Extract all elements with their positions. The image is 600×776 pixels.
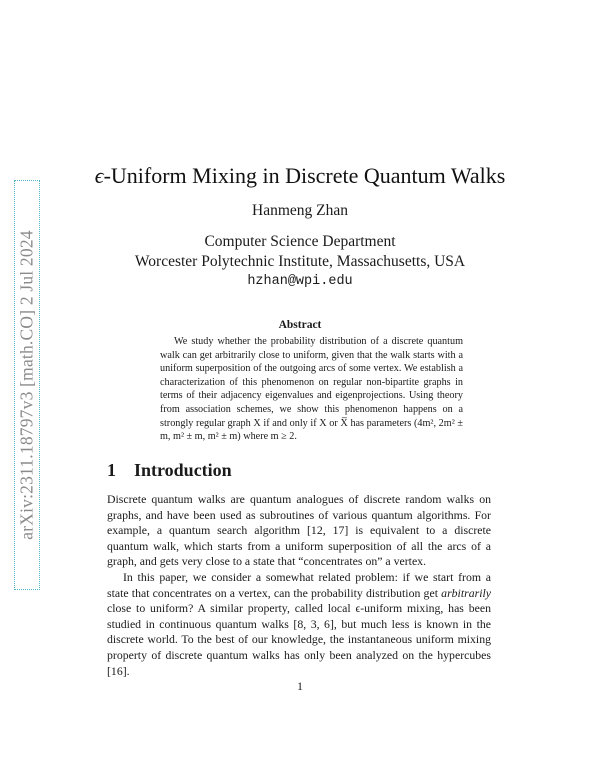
abstract-body: We study whether the probability distribution of a discrete quantum walk can get arbitrarily close to uniform, given that the walk starts with a uniform superposition of the outgoing arcs of some vertex. We establish a characterization of this phenomenon on regular non-bipartite graphs in terms of their adjacency eigenvalues and eigenprojections. Using theory from association schemes, we show this phenomenon happens on a strongly regular graph X if and only if X or X̅ has parameters (4m², 2m² ± m, m² ± m, m² ± m) where m ≥ 2. bbox=[160, 336, 463, 443]
body-text bbox=[107, 492, 491, 679]
page-number: 1 bbox=[297, 679, 303, 693]
section-number: 1 bbox=[107, 460, 116, 480]
section-heading bbox=[107, 460, 232, 481]
paper-title bbox=[0, 163, 600, 189]
affiliation bbox=[0, 232, 600, 292]
email: hzhan@wpi.edu bbox=[247, 274, 353, 289]
title-text: -Uniform Mixing in Discrete Quantum Walks bbox=[103, 163, 506, 188]
section-title: Introduction bbox=[134, 460, 232, 480]
paragraph-2 bbox=[107, 570, 491, 679]
paragraph-2-start: In this paper, we consider a somewhat related problem: if we start from a state that concentrates on a vertex, can the probability distribution get bbox=[107, 569, 491, 600]
title-epsilon: ϵ bbox=[94, 163, 104, 188]
department: Computer Science Department bbox=[204, 233, 396, 250]
abstract-heading: Abstract bbox=[278, 319, 322, 331]
arxiv-id-label: arXiv:2311.18797v3 [math.CO] 2 Jul 2024 bbox=[16, 230, 37, 540]
paragraph-2-emphasis: arbitrarily bbox=[441, 585, 491, 600]
paragraph-1: Discrete quantum walks are quantum analogues of discrete random walks on graphs, and have been used as subroutines of various quantum algorithms. For example, a quantum search algorithm [12, 17] is equivalent to a discrete quantum walk, which starts from a uniform superposition of all the arcs of a graph, and gets very close to a state that “concentrates on” a vertex. bbox=[107, 492, 491, 569]
author-name: Hanmeng Zhan bbox=[252, 202, 348, 219]
paragraph-2-end: close to uniform? A similar property, called local ϵ-uniform mixing, has been studied in continuous quantum walks [8, 3, 6], but much less is known in the discrete world. To the best of our knowledge, the instantaneous uniform mixing property of discrete quantum walks has only been analyzed on the hypercubes [16]. bbox=[107, 601, 491, 678]
institute: Worcester Polytechnic Institute, Massachusetts, USA bbox=[134, 253, 466, 270]
